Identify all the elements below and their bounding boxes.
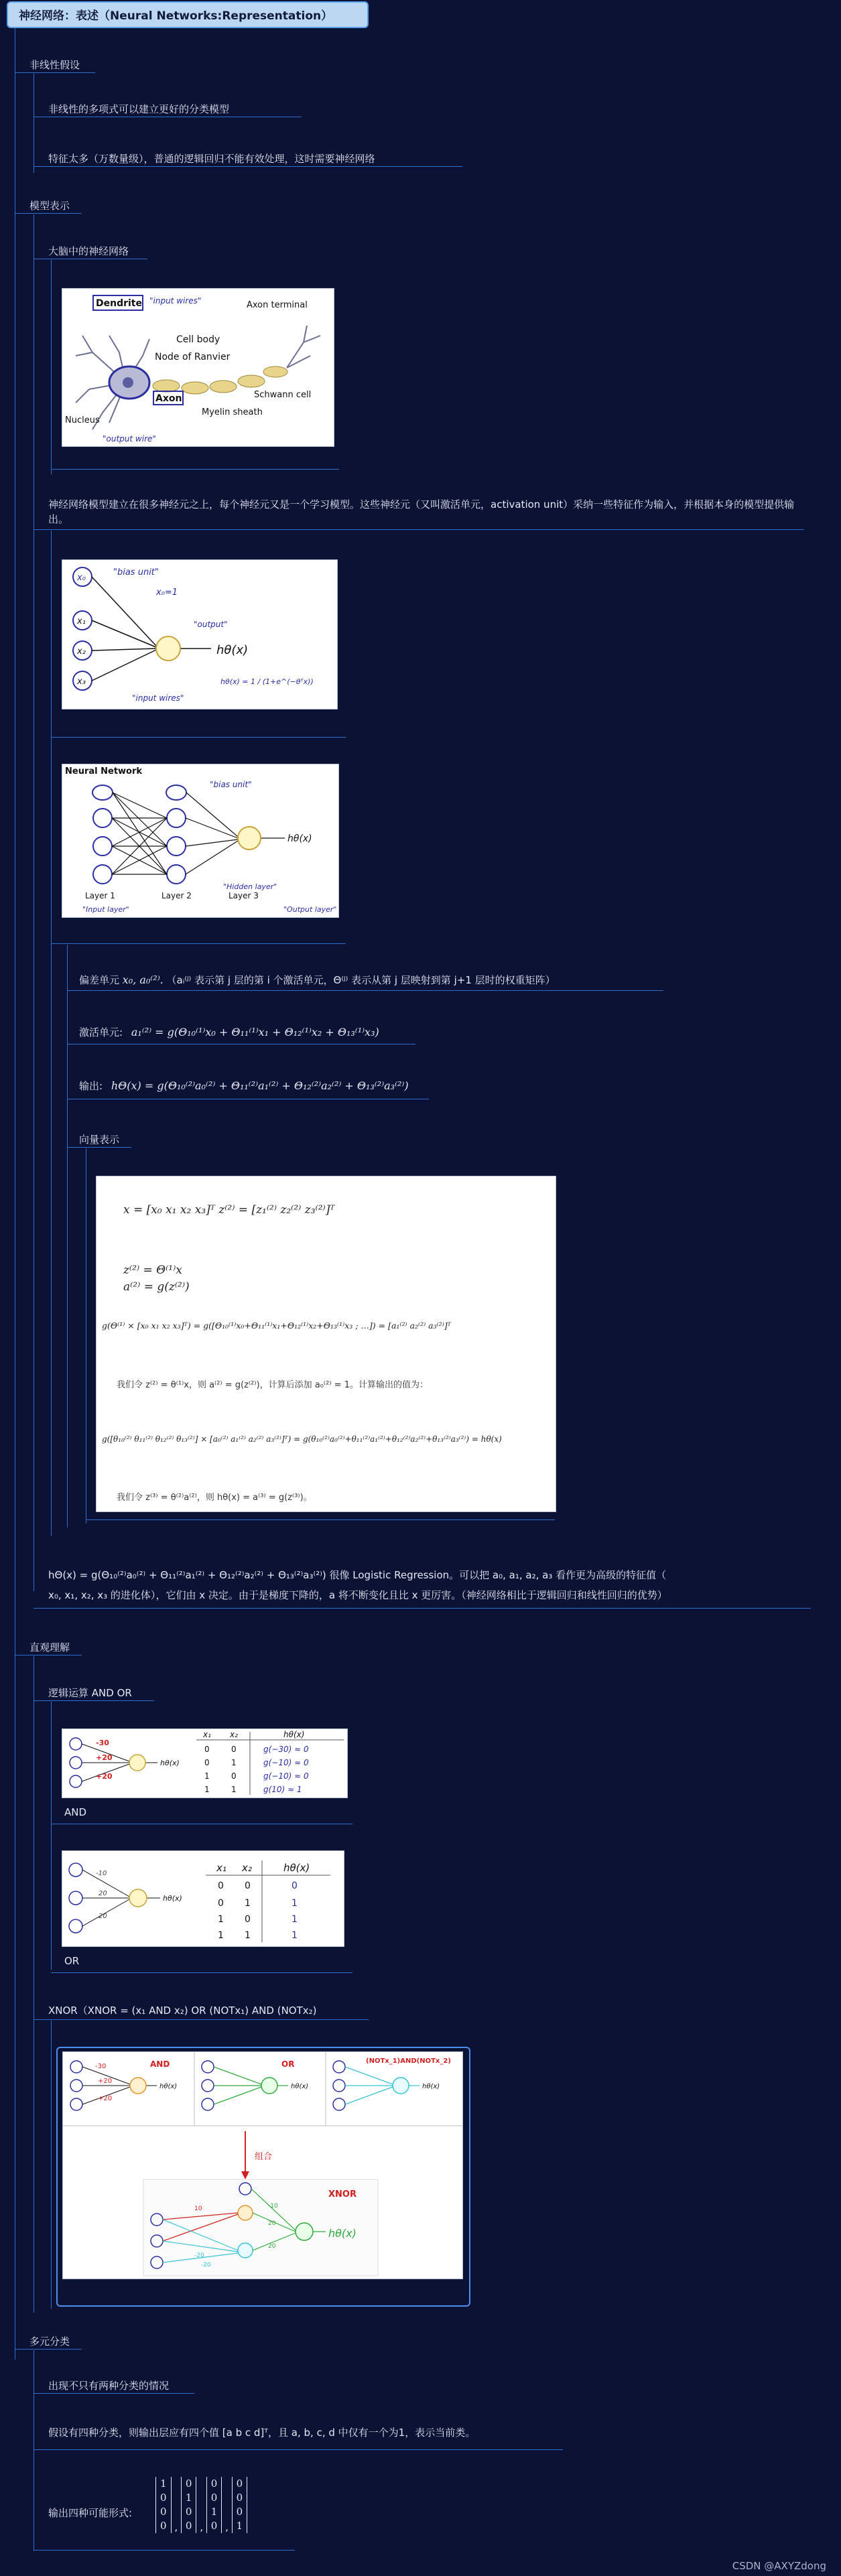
and-weight-0: -30	[96, 1739, 109, 1747]
connector	[51, 2021, 52, 2309]
topic-model[interactable]: 模型表示	[29, 200, 70, 212]
and-cell: 0	[231, 1745, 237, 1754]
svg-text:hθ(x): hθ(x)	[163, 1894, 182, 1903]
svg-text:hθ(x): hθ(x)	[291, 2083, 309, 2090]
or-cell: 1	[245, 1930, 251, 1941]
and-cell: g(−10) ≈ 0	[263, 1758, 309, 1767]
connector	[51, 260, 52, 474]
svg-text:hθ(x): hθ(x)	[287, 833, 312, 844]
topic-multiclass[interactable]: 多元分类	[29, 2335, 70, 2348]
connector	[51, 469, 339, 470]
and-cell: 0	[204, 1745, 210, 1754]
output-node	[238, 827, 261, 850]
xnor-weight: 10	[194, 2206, 202, 2212]
or-weight-0: -10	[96, 1870, 107, 1877]
svg-text:hθ(x): hθ(x)	[159, 2083, 178, 2090]
and-diagram	[62, 1729, 347, 1798]
neural-network-description[interactable]: 神经网络模型建立在很多神经元之上，每个神经元又是一个学习模型。这些神经元（又叫激活单元，activation unit）采纳一些特征作为输入，并根据本身的模型提供输出。	[48, 498, 795, 525]
or-cell: 1	[218, 1930, 224, 1941]
or-cell: 0	[218, 1898, 224, 1909]
svg-text:x₁: x₁	[77, 616, 86, 626]
or-cell: 1	[218, 1914, 224, 1925]
or-cell: 1	[292, 1930, 298, 1941]
and-cell: 0	[231, 1771, 237, 1781]
nonlinear-item-1[interactable]: 非线性的多项式可以建立更好的分类模型	[48, 103, 230, 115]
vector-3: 0 0 1 0	[206, 2477, 222, 2533]
neural-network-image	[62, 764, 339, 918]
output-vectors: 1 0 0 0 , 0 1 0 0 , 0 0 1 0 , 0 0 0 1	[155, 2477, 247, 2533]
and-image	[62, 1728, 348, 1798]
and-cell: 1	[231, 1785, 237, 1794]
label-output-wire: "output wire"	[103, 434, 156, 444]
and-header-x1: x₁	[203, 1730, 211, 1739]
and-label[interactable]: AND	[64, 1806, 87, 1818]
connector	[15, 213, 82, 214]
activation-label: 激活单元:	[79, 1026, 123, 1038]
connector	[34, 2019, 369, 2020]
or-cell: 0	[292, 1881, 298, 1891]
xnor-weight: +20	[98, 2095, 113, 2102]
or-weight-1: 20	[99, 1890, 107, 1897]
and-cell: g(−10) ≈ 0	[263, 1771, 309, 1781]
connector	[15, 2349, 82, 2350]
or-cell: 1	[292, 1898, 298, 1909]
label-x0-equals-1: x₀=1	[156, 588, 178, 598]
connector	[51, 1972, 352, 1973]
axon-terminal-shape	[287, 326, 320, 368]
label-sigmoid: hθ(x) = 1 / (1+e^(−θᵀx))	[220, 677, 314, 686]
xnor-weight: 20	[268, 2243, 276, 2250]
or-cell: 1	[292, 1914, 298, 1925]
connector	[67, 1147, 131, 1148]
and-cell: g(10) ≈ 1	[263, 1785, 302, 1794]
vector-line-1: x = [x₀ x₁ x₂ x₃]ᵀ z⁽²⁾ = [z₁⁽²⁾ z₂⁽²⁾ z₃⁽²⁾]ᵀ	[123, 1203, 335, 1217]
label-bias-unit: "bias unit"	[113, 567, 159, 578]
connector	[51, 943, 346, 944]
svg-text:x₀: x₀	[77, 573, 86, 583]
vector-line-3: a⁽²⁾ = g(z⁽²⁾)	[123, 1280, 190, 1294]
activation-formula: a₁⁽²⁾ = g(Θ₁₀⁽¹⁾x₀ + Θ₁₁⁽¹⁾x₁ + Θ₁₂⁽¹⁾x₂ + Θ₁₃⁽¹⁾x₃)	[131, 1026, 379, 1038]
label-axon: Axon	[155, 393, 182, 404]
xnor-diagram	[63, 2052, 462, 2279]
topic-intuition[interactable]: 直观理解	[29, 1641, 70, 1653]
label-output-layer: "Output layer"	[283, 905, 337, 914]
vector-line-7: 我们令 z⁽³⁾ = θ⁽²⁾a⁽²⁾，则 hθ(x) = a⁽³⁾ = g(z⁽³⁾)。	[117, 1493, 312, 1503]
and-cell: 1	[204, 1771, 210, 1781]
connector	[15, 72, 95, 73]
xnor-panel-or: OR	[281, 2059, 295, 2069]
label-layer-1: Layer 1	[85, 891, 115, 900]
vector-4: 0 0 0 1	[232, 2477, 248, 2533]
xnor-panel-not-and-not: (NOTx_1)AND(NOTx_2)	[366, 2057, 451, 2065]
output-label: 输出:	[79, 1080, 103, 1092]
xnor-panel-and: AND	[150, 2059, 170, 2069]
label-dendrite: Dendrite	[96, 298, 142, 309]
connector	[34, 2449, 563, 2450]
connector	[34, 2393, 194, 2394]
svg-text:hθ(x): hθ(x)	[160, 1759, 180, 1767]
topic-logic-operations[interactable]: 逻辑运算 AND OR	[48, 1687, 132, 1699]
neuron-diagram	[62, 289, 334, 446]
connector	[34, 529, 804, 530]
and-cell: 1	[231, 1758, 237, 1767]
label-bias-unit: "bias unit"	[210, 780, 252, 789]
multiclass-item-1[interactable]: 出现不只有两种分类的情况	[48, 2380, 170, 2392]
svg-text:hθ(x): hθ(x)	[328, 2227, 357, 2240]
connector	[67, 990, 663, 991]
output-formula: hΘ(x) = g(Θ₁₀⁽²⁾a₀⁽²⁾ + Θ₁₁⁽²⁾a₁⁽²⁾ + Θ₁₂⁽²⁾a₂⁽²⁾ + Θ₁₃⁽²⁾a₃⁽²⁾)	[111, 1079, 409, 1092]
svg-text:x₃: x₃	[77, 677, 86, 687]
multiclass-item-3[interactable]	[48, 2506, 132, 2520]
label-cell-body: Cell body	[176, 334, 220, 345]
or-header-h: hθ(x)	[283, 1862, 310, 1874]
and-weight-2: +20	[96, 1772, 113, 1781]
vector-line-6: g([θ₁₀⁽²⁾ θ₁₁⁽²⁾ θ₁₂⁽²⁾ θ₁₃⁽²⁾] × [a₀⁽²⁾ a₁⁽²⁾ a₂⁽²⁾ a₃⁽²⁾]ᵀ) = g(θ₁₀⁽²⁾a₀⁽²⁾+θ₁₁⁽²⁾a₁⁽²⁾+θ₁₂⁽²⁾a₂⁽²⁾+θ₁₃⁽²⁾a₃⁽²⁾) = hθ(x)	[102, 1434, 502, 1444]
neuron-image	[62, 288, 334, 447]
and-cell: g(−30) ≈ 0	[263, 1745, 309, 1754]
or-weight-2: 20	[99, 1913, 107, 1920]
connector	[67, 945, 68, 1528]
label-axon-terminal: Axon terminal	[247, 300, 308, 310]
or-cell: 1	[245, 1898, 251, 1909]
label-input-wires: "input wires"	[132, 693, 184, 703]
svg-text:hθ(x): hθ(x)	[422, 2083, 440, 2090]
connector	[51, 531, 52, 1536]
or-header-x1: x₁	[216, 1862, 227, 1874]
label-layer-3: Layer 3	[229, 891, 259, 900]
summary-line-1: hΘ(x) = g(Θ₁₀⁽²⁾a₀⁽²⁾ + Θ₁₁⁽²⁾a₁⁽²⁾ + Θ₁₂⁽²⁾a₂⁽²⁾ + Θ₁₃⁽²⁾a₃⁽²⁾) 很像 Logistic Regression。可以把 a₀, a₁, a₂, a₃ 看作更为高级的特征值（	[48, 1569, 667, 1581]
or-label[interactable]: OR	[64, 1955, 80, 1967]
label-output: "output"	[194, 620, 228, 629]
topic-brain[interactable]: 大脑中的神经网络	[48, 245, 129, 257]
output-line[interactable]	[79, 1079, 409, 1093]
topic-xnor[interactable]: XNOR（XNOR = (x₁ AND x₂) OR (NOTx₁) AND (NOTx₂)	[48, 2005, 317, 2017]
xnor-weight: -30	[95, 2063, 107, 2070]
bias-unit-line[interactable]	[79, 973, 556, 987]
vector-line-5: 我们令 z⁽²⁾ = θ⁽¹⁾x，则 a⁽²⁾ = g(z⁽²⁾)，计算后添加 a₀⁽²⁾ = 1。计算输出的值为：	[117, 1380, 428, 1390]
vector-line-2: z⁽²⁾ = Θ⁽¹⁾x	[123, 1264, 182, 1277]
label-layer-2: Layer 2	[161, 891, 192, 900]
vector-2: 0 1 0 0	[181, 2477, 197, 2533]
or-cell: 0	[218, 1881, 224, 1891]
label-input-wires: "input wires"	[149, 296, 202, 306]
or-cell: 0	[245, 1914, 251, 1925]
label-hidden-layer: "Hidden layer"	[223, 882, 277, 891]
nucleus-shape	[123, 377, 133, 388]
xnor-combine-label: 组合	[255, 2152, 273, 2162]
connector	[51, 1702, 52, 1970]
xnor-image	[62, 2051, 463, 2279]
connector	[34, 1608, 811, 1609]
or-header-x2: x₂	[242, 1862, 252, 1874]
topic-nonlinear[interactable]: 非线性假设	[29, 59, 80, 71]
nonlinear-item-2[interactable]: 特征太多（万数量级），普通的逻辑回归不能有效处理，这时需要神经网络	[48, 153, 375, 165]
and-cell: 0	[204, 1758, 210, 1767]
xnor-combined-label: XNOR	[328, 2189, 357, 2199]
and-header-x2: x₂	[230, 1730, 238, 1739]
xnor-weight: -20	[201, 2262, 211, 2268]
and-cell: 1	[204, 1785, 210, 1794]
and-header-h: hθ(x)	[283, 1730, 305, 1739]
label-node-ranvier: Node of Ranvier	[155, 352, 231, 362]
label-neural-network: Neural Network	[65, 766, 143, 776]
label-input-layer: "Input layer"	[82, 905, 129, 914]
neuron-node	[156, 636, 180, 661]
or-diagram	[62, 1851, 344, 1946]
xnor-weight: -20	[194, 2252, 204, 2259]
connector	[34, 2550, 295, 2551]
summary-line-2: x₀, x₁, x₂, x₃ 的进化体），它们由 x 决定。由于是梯度下降的，a 将不断变化且比 x 更厉害。（神经网络相比于逻辑回归和线性回归的优势）	[48, 1589, 667, 1601]
logistic-unit-diagram	[62, 560, 337, 709]
label-h-theta: hθ(x)	[216, 643, 249, 657]
connector	[34, 1700, 154, 1701]
neural-network-diagram	[62, 764, 338, 917]
xnor-weight: -10	[268, 2203, 278, 2210]
label-myelin-sheath: Myelin sheath	[202, 407, 263, 417]
vector-1: 1 0 0 0	[155, 2477, 172, 2533]
bias-line-suffix: （aᵢ⁽ʲ⁾ 表示第 j 层的第 i 个激活单元，Θ⁽ʲ⁾ 表示从第 j 层映射到第 j+1 层时的权重矩阵）	[166, 974, 556, 986]
output-forms-label: 输出四种可能形式:	[48, 2507, 133, 2519]
xnor-weight: 20	[268, 2220, 276, 2227]
root-topic[interactable]: 神经网络：表述（Neural Networks:Representation）	[7, 1, 369, 28]
connector	[86, 1519, 555, 1520]
svg-text:x₂: x₂	[77, 647, 86, 657]
or-cell: 0	[245, 1881, 251, 1891]
connector	[51, 737, 346, 738]
and-weight-1: +20	[96, 1753, 113, 1762]
bias-line-prefix: 偏差单元	[79, 974, 120, 986]
label-schwann-cell: Schwann cell	[254, 390, 312, 400]
xnor-weight: +20	[98, 2078, 113, 2085]
topic-vector-representation[interactable]: 向量表示	[79, 1134, 120, 1146]
vector-representation-image	[96, 1176, 556, 1512]
logistic-unit-image	[62, 559, 338, 709]
vector-line-4: g(Θ⁽¹⁾ × [x₀ x₁ x₂ x₃]ᵀ) = g([Θ₁₀⁽¹⁾x₀+Θ₁₁⁽¹⁾x₁+Θ₁₂⁽¹⁾x₂+Θ₁₃⁽¹⁾x₃ ; …]) = [a₁⁽²⁾ a₂⁽²⁾ a₃⁽²⁾]ᵀ	[102, 1320, 451, 1331]
connector	[34, 166, 462, 167]
watermark: CSDN @AXYZdong	[732, 2560, 826, 2572]
or-image	[62, 1850, 344, 1947]
multiclass-item-2[interactable]: 假设有四种分类，则输出层应有四个值 [a b c d]ᵀ，且 a, b, c, d 中仅有一个为1，表示当前类。	[48, 2427, 476, 2439]
activation-unit-line[interactable]	[79, 1025, 379, 1039]
label-nucleus: Nucleus	[65, 415, 100, 425]
summary-paragraph[interactable]	[48, 1565, 819, 1605]
bias-formula: x₀, a₀⁽²⁾.	[122, 973, 164, 986]
